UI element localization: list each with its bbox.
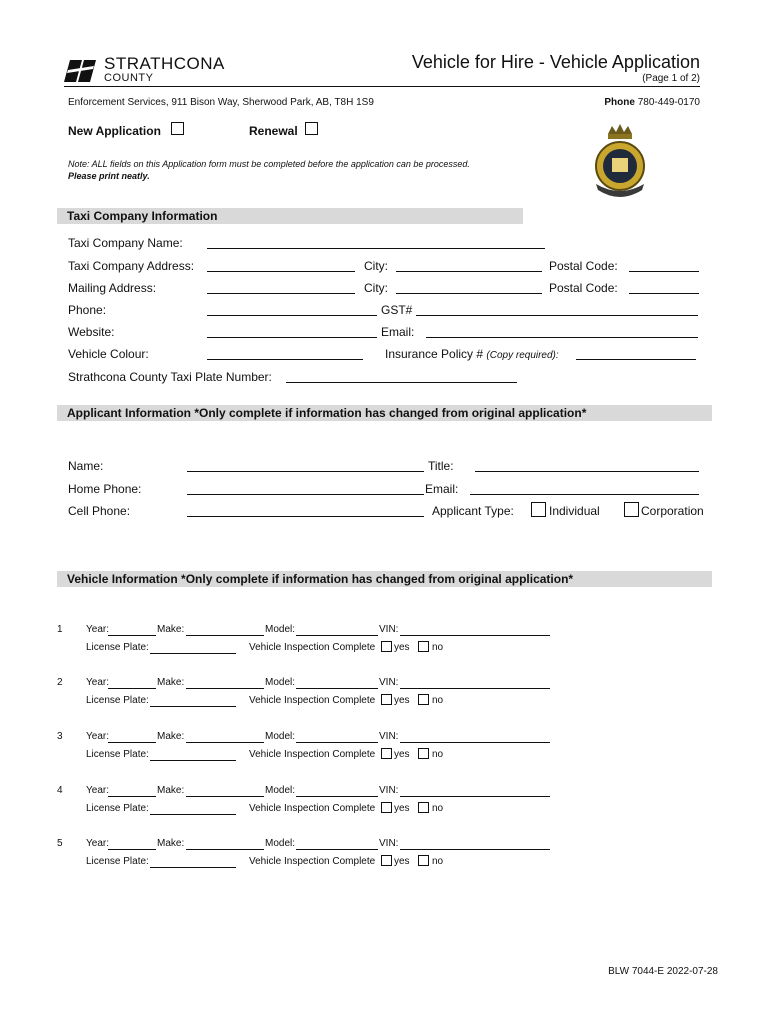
vehicle-year-label: Year: [86,624,109,635]
vehicle-vin-field[interactable] [400,688,550,689]
inspection-yes-label: yes [394,803,410,814]
vehicle-make-label: Make: [157,677,185,688]
insurance-policy-label: Insurance Policy # [385,347,484,361]
vehicle-row-number: 4 [57,785,63,796]
home-phone-field[interactable] [187,494,424,495]
inspection-no-checkbox[interactable] [418,748,429,759]
taxi-address-label: Taxi Company Address: [68,259,195,273]
inspection-yes-checkbox[interactable] [381,641,392,652]
vehicle-row-number: 1 [57,624,63,635]
inspection-label: Vehicle Inspection Complete [249,803,376,814]
phone-number: 780-449-0170 [637,97,700,108]
logo-text-county: COUNTY [104,72,154,84]
applicant-section-title: Applicant Information *Only complete if information has changed from original application* [67,406,587,420]
taxi-email-field[interactable] [426,337,698,338]
vehicle-vin-label: VIN: [379,838,399,849]
vehicle-make-field[interactable] [186,849,264,850]
vehicle-make-field[interactable] [186,635,264,636]
vehicle-model-field[interactable] [296,688,378,689]
vehicle-make-label: Make: [157,624,185,635]
individual-label: Individual [549,504,600,518]
vehicle-section-title: Vehicle Information *Only complete if information has changed from original application* [67,572,574,586]
inspection-yes-checkbox[interactable] [381,802,392,813]
license-plate-label: License Plate: [86,695,149,706]
page-title: Vehicle for Hire - Vehicle Application [411,52,700,72]
vehicle-model-field[interactable] [296,849,378,850]
vehicle-year-field[interactable] [108,635,156,636]
taxi-phone-label: Phone: [68,303,107,317]
taxi-section-header [57,208,523,224]
taxi-name-label: Taxi Company Name: [68,236,183,250]
taxi-name-field[interactable] [207,248,545,249]
taxi-email-label: Email: [381,325,415,339]
inspection-label: Vehicle Inspection Complete [249,642,376,653]
vehicle-year-label: Year: [86,677,109,688]
license-plate-field[interactable] [150,867,236,868]
home-phone-label: Home Phone: [68,482,142,496]
new-application-checkbox[interactable] [171,122,184,135]
vehicle-model-label: Model: [265,785,296,796]
vehicle-year-label: Year: [86,731,109,742]
vehicle-vin-field[interactable] [400,635,550,636]
inspection-label: Vehicle Inspection Complete [249,749,376,760]
renewal-checkbox[interactable] [305,122,318,135]
logo-text-strathcona: STRATHCONA [104,54,225,73]
inspection-no-label: no [432,803,444,814]
logo [64,54,224,88]
strathcona-logo-icon [64,56,98,86]
insurance-field[interactable] [576,359,696,360]
vehicle-year-field[interactable] [108,849,156,850]
license-plate-label: License Plate: [86,749,149,760]
mailing-address-label: Mailing Address: [68,281,157,295]
applicant-title-label: Title: [428,459,454,473]
vehicle-year-label: Year: [86,785,109,796]
taxi-plate-field[interactable] [286,382,517,383]
inspection-no-label: no [432,856,444,867]
cell-phone-label: Cell Phone: [68,504,131,518]
mailing-address-field[interactable] [207,293,355,294]
cell-phone-field[interactable] [187,516,424,517]
vehicle-make-field[interactable] [186,796,264,797]
license-plate-label: License Plate: [86,803,149,814]
inspection-no-label: no [432,695,444,706]
vehicle-colour-field[interactable] [207,359,363,360]
header-rule [64,86,700,87]
vehicle-year-label: Year: [86,838,109,849]
vehicle-colour-label: Vehicle Colour: [68,347,149,361]
note-line-2: Please print neatly. [68,171,150,181]
vehicle-model-label: Model: [265,838,296,849]
applicant-name-label: Name: [68,459,104,473]
inspection-no-checkbox[interactable] [418,641,429,652]
address: Enforcement Services, 911 Bison Way, Sherwood Park, AB, T8H 1S9 [68,97,374,108]
vehicle-vin-label: VIN: [379,785,399,796]
vehicle-row-number: 3 [57,731,63,742]
taxi-city-field[interactable] [396,271,542,272]
taxi-plate-label: Strathcona County Taxi Plate Number: [68,370,272,384]
vehicle-row-number: 2 [57,677,63,688]
inspection-yes-label: yes [394,695,410,706]
individual-checkbox[interactable] [531,502,546,517]
applicant-title-field[interactable] [475,471,699,472]
mailing-city-label: City: [364,281,388,295]
corporation-checkbox[interactable] [624,502,639,517]
vehicle-year-field[interactable] [108,796,156,797]
vehicle-vin-label: VIN: [379,624,399,635]
vehicle-model-label: Model: [265,677,296,688]
website-field[interactable] [207,337,377,338]
vehicle-vin-field[interactable] [400,849,550,850]
insurance-note: (Copy required): [486,350,559,361]
applicant-section-header [57,405,712,421]
taxi-postal-label: Postal Code: [549,259,618,273]
inspection-label: Vehicle Inspection Complete [249,695,376,706]
license-plate-field[interactable] [150,760,236,761]
inspection-no-checkbox[interactable] [418,694,429,705]
vehicle-make-field[interactable] [186,688,264,689]
phone-info [604,97,700,108]
inspection-yes-label: yes [394,856,410,867]
form-code: BLW 7044-E 2022-07-28 [608,966,718,977]
applicant-type-label: Applicant Type: [432,504,514,518]
inspection-yes-checkbox[interactable] [381,694,392,705]
vehicle-vin-field[interactable] [400,742,550,743]
vehicle-vin-field[interactable] [400,796,550,797]
taxi-city-label: City: [364,259,388,273]
new-application-label: New Application [68,124,161,138]
vehicle-year-field[interactable] [108,688,156,689]
inspection-yes-checkbox[interactable] [381,855,392,866]
taxi-phone-field[interactable] [207,315,377,316]
inspection-no-label: no [432,749,444,760]
vehicle-model-label: Model: [265,731,296,742]
taxi-postal-field[interactable] [629,271,699,272]
website-label: Website: [68,325,115,339]
inspection-yes-label: yes [394,642,410,653]
vehicle-year-field[interactable] [108,742,156,743]
inspection-yes-label: yes [394,749,410,760]
license-plate-field[interactable] [150,706,236,707]
vehicle-vin-label: VIN: [379,731,399,742]
note-line-1: Note: ALL fields on this Application form must be completed before the application can be processed. [68,159,470,169]
inspection-yes-checkbox[interactable] [381,748,392,759]
vehicle-model-field[interactable] [296,742,378,743]
vehicle-model-field[interactable] [296,635,378,636]
mailing-city-field[interactable] [396,293,542,294]
gst-label: GST# [381,303,413,317]
taxi-address-field[interactable] [207,271,355,272]
inspection-no-label: no [432,642,444,653]
gst-field[interactable] [416,315,698,316]
vehicle-make-label: Make: [157,731,185,742]
mailing-postal-label: Postal Code: [549,281,618,295]
vehicle-model-label: Model: [265,624,296,635]
vehicle-make-label: Make: [157,785,185,796]
renewal-label: Renewal [249,124,298,138]
license-plate-field[interactable] [150,814,236,815]
inspection-no-checkbox[interactable] [418,855,429,866]
vehicle-model-field[interactable] [296,796,378,797]
vehicle-make-field[interactable] [186,742,264,743]
corporation-label: Corporation [641,504,704,518]
license-plate-label: License Plate: [86,642,149,653]
vehicle-section-header [57,571,712,587]
license-plate-field[interactable] [150,653,236,654]
applicant-email-label: Email: [425,482,459,496]
inspection-no-checkbox[interactable] [418,802,429,813]
license-plate-label: License Plate: [86,856,149,867]
vehicle-vin-label: VIN: [379,677,399,688]
vehicle-make-label: Make: [157,838,185,849]
crest-emblem-icon [588,124,652,202]
page-number: (Page 1 of 2) [642,73,700,84]
note [68,158,470,182]
applicant-email-field[interactable] [470,494,699,495]
taxi-section-title: Taxi Company Information [67,209,218,223]
applicant-name-field[interactable] [187,471,424,472]
insurance-label [385,347,559,361]
phone-label: Phone [604,97,635,108]
vehicle-row-number: 5 [57,838,63,849]
inspection-label: Vehicle Inspection Complete [249,856,376,867]
mailing-postal-field[interactable] [629,293,699,294]
